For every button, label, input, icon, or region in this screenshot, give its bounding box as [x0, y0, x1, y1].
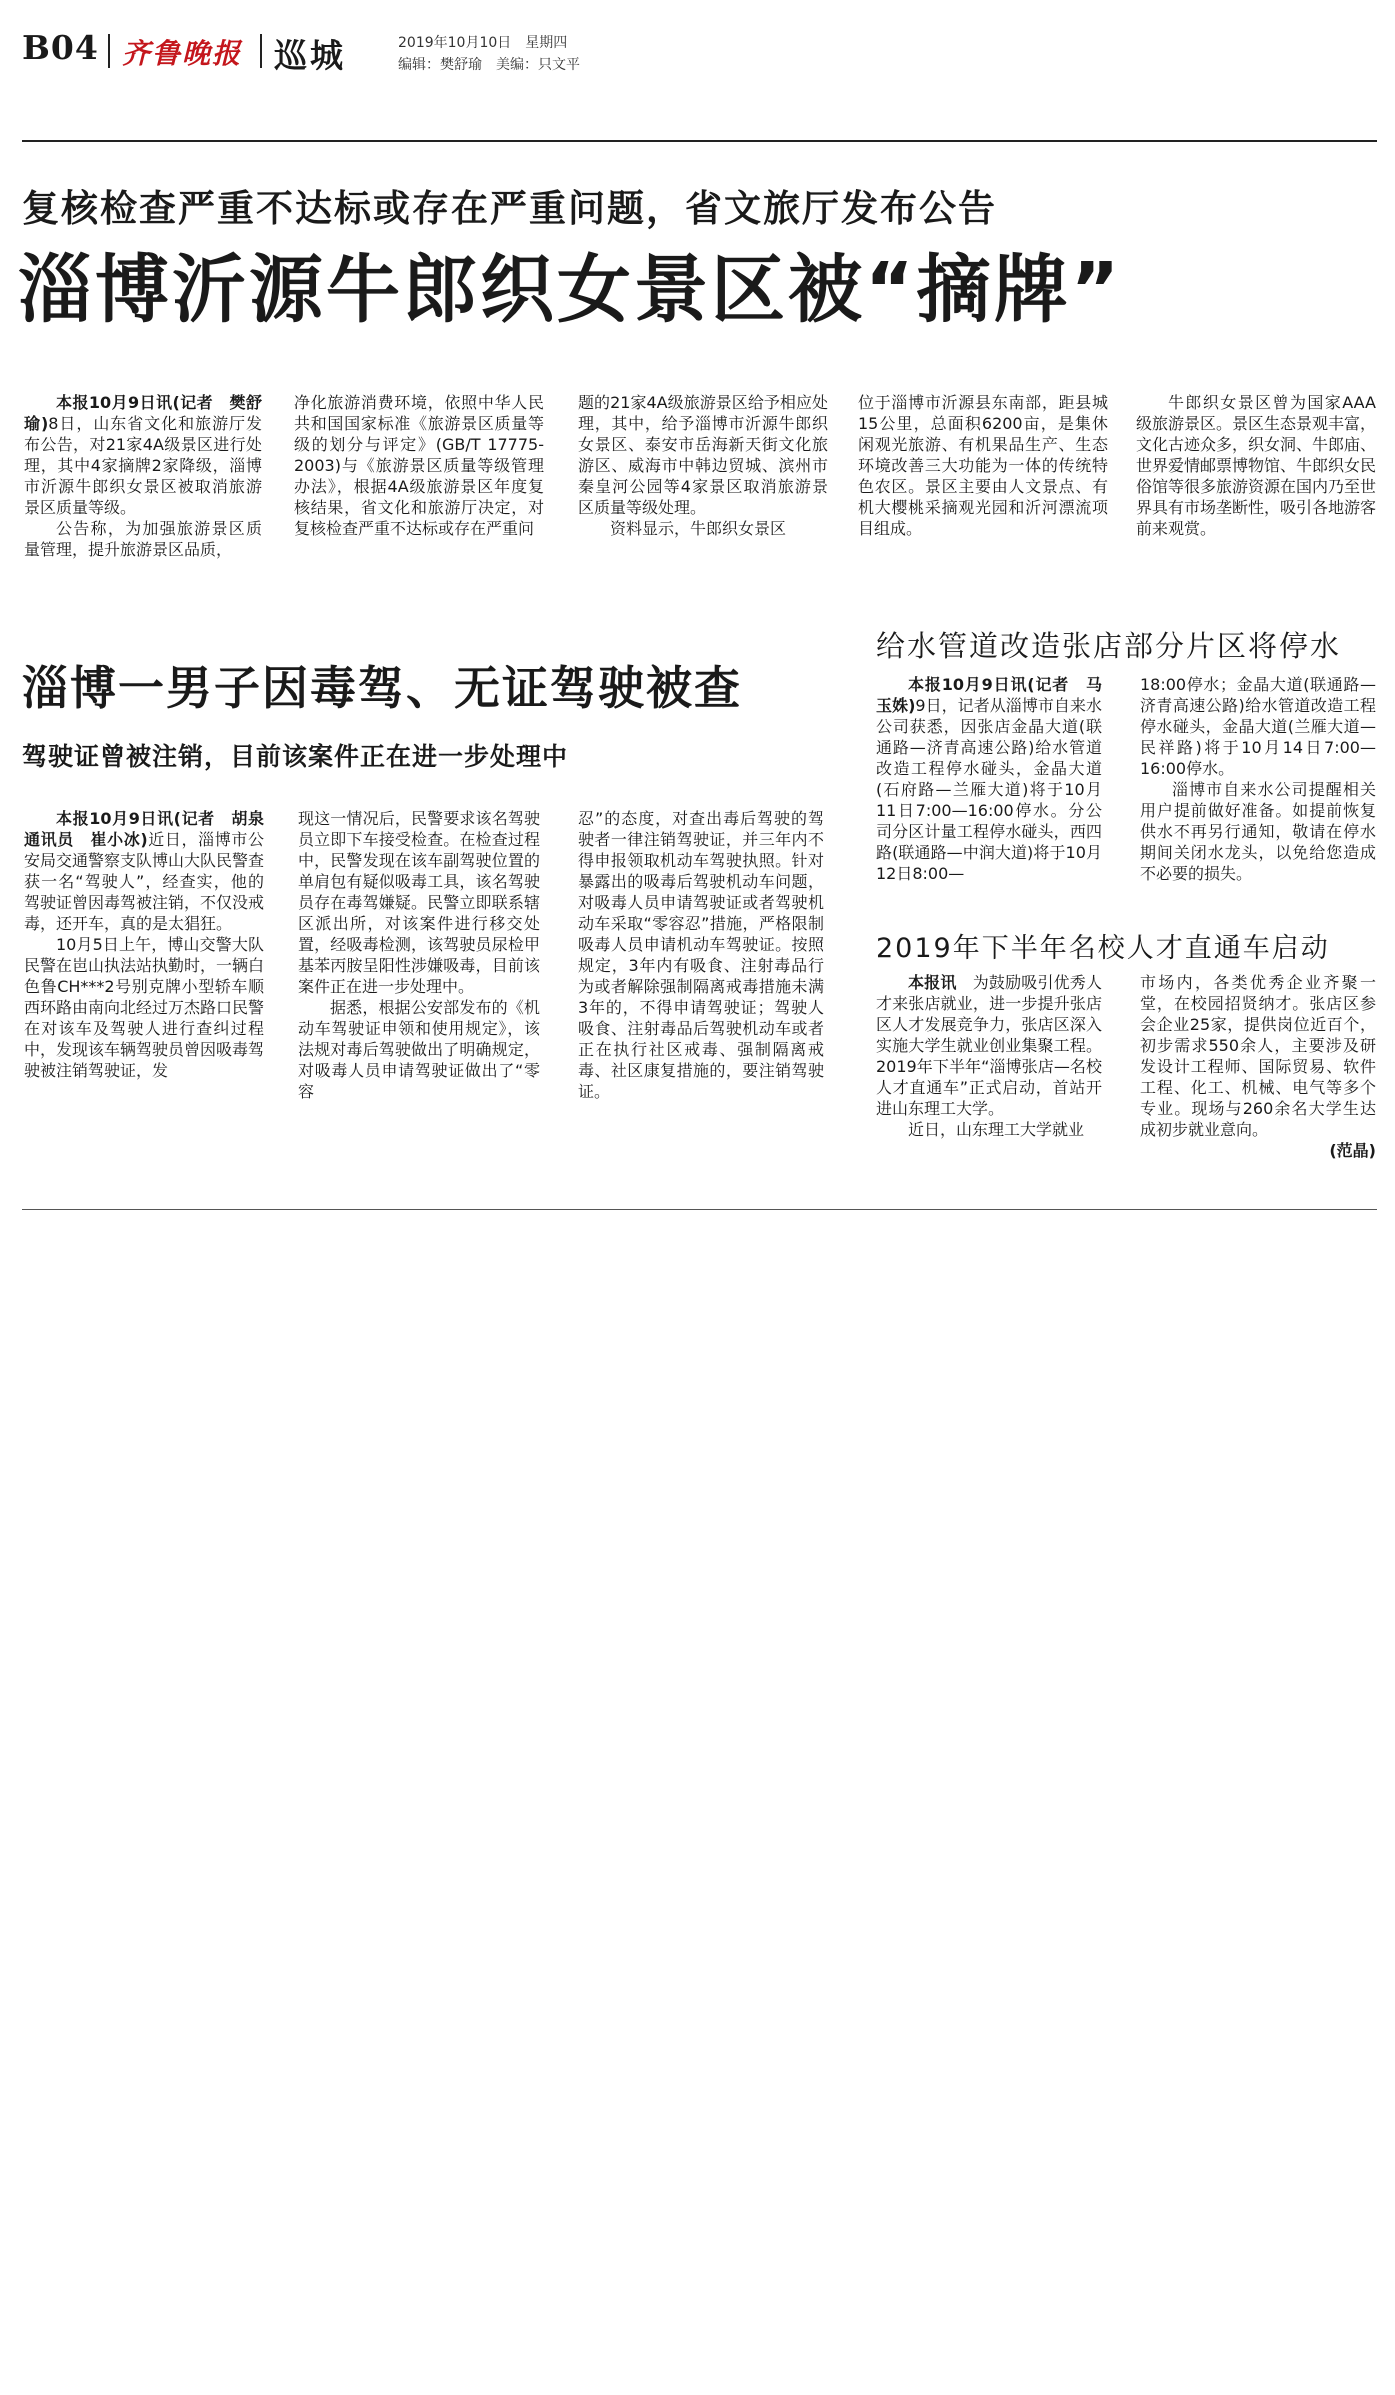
story4-column-2: [1140, 972, 1376, 1194]
story1-col3-p2: 资料显示，牛郎织女景区: [610, 519, 787, 538]
story1-col4-text: 位于淄博市沂源县东南部，距县城15公里，总面积6200亩，是集休闲观光旅游、有机果品生产、生态环境改善三大功能为一体的传统特色农区。景区主要由人文景点、有机大樱桃采摘观光园和沂河漂流项目组成。: [858, 393, 1108, 538]
page-code: B04: [22, 28, 99, 67]
story2-subhead: 驾驶证曾被注销，目前该案件正在进一步处理中: [22, 742, 569, 771]
content-bottom-rule: [22, 1209, 1377, 1210]
story4-headline: 2019年下半年名校人才直通车启动: [876, 933, 1330, 964]
story1-column-5: [1136, 392, 1376, 588]
story1-column-4: [858, 392, 1108, 588]
story2-column-2: [298, 808, 540, 1188]
story1-col2-text: 净化旅游消费环境，依照中华人民共和国国家标准《旅游景区质量等级的划分与评定》(GB/T 17775-2003)与《旅游景区质量等级管理办法》，根据4A级旅游景区年度复核结果，省文化和旅游厅决定，对复核检查严重不达标或存在严重问: [294, 393, 544, 538]
story4-col1-p2: 近日，山东理工大学就业: [908, 1120, 1085, 1139]
story2-column-3: [578, 808, 824, 1188]
story3-col1-text: 9日，记者从淄博市自来水公司获悉，因张店金晶大道(联通路—济青高速公路)给水管道改造工程停水碰头，金晶大道(石府路—兰雁大道)将于10月11日7:00—16:00停水。分公司分区计量工程停水碰头，西四路(联通路—中润大道)将于10月12日8:00—: [876, 696, 1102, 883]
story3-column-2: [1140, 674, 1376, 906]
story2-col1-p2: 10月5日上午，博山交警大队民警在岜山执法站执勤时，一辆白色鲁CH***2号别克牌小型轿车顺西环路由南向北经过万杰路口民警在对该车及驾驶人进行查纠过程中，发现该车辆驾驶员曾因吸毒驾驶被注销驾驶证，发: [24, 935, 265, 1080]
story4-col2-text: 市场内，各类优秀企业齐聚一堂，在校园招贤纳才。张店区参会企业25家，提供岗位近百个，初步需求550余人，主要涉及研发设计工程师、国际贸易、软件工程、化工、机械、电气等多个专业。现场与260余名大学生达成初步就业意向。: [1140, 973, 1376, 1139]
story1-col5-text: 牛郎织女景区曾为国家AAA级旅游景区。景区生态景观丰富，文化古迹众多，织女洞、牛郎庙、世界爱情邮票博物馆、牛郎织女民俗馆等很多旅游资源在国内乃至世界具有市场垄断性，吸引各地游客前来观赏。: [1136, 393, 1377, 538]
story2-dateline: 本报10月9日讯(记者 胡泉 通讯员 崔小冰): [24, 809, 281, 849]
credits-line: [398, 54, 594, 74]
editor-credit: 编辑：樊舒瑜: [398, 57, 482, 73]
story2-col3-text: 忍”的态度，对查出毒后驾驶的驾驶者一律注销驾驶证，并三年内不得申报领取机动车驾驶执照。针对暴露出的吸毒后驾驶机动车问题，对吸毒人员申请驾驶证或者驾驶机动车采取“零容忍”措施，严格限制吸毒人员申请机动车驾驶证。按照规定，3年内有吸食、注射毒品行为或者解除强制隔离戒毒措施未满3年的，不得申请驾驶证；驾驶人吸食、注射毒品后驾驶机动车或者正在执行社区戒毒、强制隔离戒毒、社区康复措施的，要注销驾驶证。: [578, 809, 824, 1101]
story2-col1-text: 近日，淄博市公安局交通警察支队博山大队民警查获一名“驾驶人”，经查实，他的驾驶证曾因毒驾被注销，不仅没戒毒，还开车，真的是太猖狂。: [24, 830, 265, 933]
story1-column-3: [578, 392, 828, 588]
masthead: [22, 30, 1377, 74]
issue-date-line: [398, 32, 581, 52]
story2-col2-p2: 据悉，根据公安部发布的《机动车驾驶证申领和使用规定》，该法规对毒后驾驶做出了明确规定，对吸毒人员申请驾驶证做出了“零容: [298, 998, 540, 1101]
story2-column-1: [24, 808, 281, 1188]
masthead-rule: [22, 140, 1377, 142]
story1-dateline: 本报10月9日讯(记者 樊舒瑜): [24, 393, 262, 433]
story4-signoff: (范晶): [1329, 1141, 1376, 1160]
story4-col1-text: 为鼓励吸引优秀人才来张店就业，进一步提升张店区人才发展竞争力，张店区深入实施大学生就业创业集聚工程。2019年下半年“淄博张店—名校人才直通车”正式启动，首站开进山东理工大学。: [876, 973, 1102, 1118]
story1-column-2: [294, 392, 544, 588]
issue-weekday: 星期四: [525, 35, 568, 51]
story1-headline: 淄博沂源牛郎织女景区被“摘牌”: [18, 247, 1123, 333]
issue-date: 2019年10月10日: [398, 35, 512, 51]
story4-dateline: 本报讯: [908, 973, 957, 992]
designer-credit: 美编：只文平: [496, 57, 580, 73]
story4-column-1: [876, 972, 1102, 1194]
story1-column-1: [24, 392, 262, 588]
story2-headline: 淄博一男子因毒驾、无证驾驶被查: [22, 661, 742, 715]
section-name: 巡城: [274, 36, 346, 75]
story3-column-1: [876, 674, 1102, 906]
story2-col2-text: 现这一情况后，民警要求该名驾驶员立即下车接受检查。在检查过程中，民警发现在该车副驾驶位置的单肩包有疑似吸毒工具，该名驾驶员存在毒驾嫌疑。民警立即联系辖区派出所，对该案件进行移交处置，经吸毒检测，该驾驶员尿检甲基苯丙胺呈阳性涉嫌吸毒，目前该案件正在进一步处理中。: [298, 809, 540, 996]
story1-col3-text: 题的21家4A级旅游景区给予相应处理，其中，给予淄博市沂源牛郎织女景区、泰安市岳海新天街文化旅游区、威海市中韩边贸城、滨州市秦皇河公园等4家景区取消旅游景区质量等级处理。: [578, 393, 828, 517]
masthead-divider: [108, 34, 110, 68]
story1-kicker: 复核检查严重不达标或存在严重问题，省文旅厅发布公告: [22, 187, 997, 230]
story3-dateline: 本报10月9日讯(记者 马玉姝): [876, 675, 1102, 715]
newspaper-logo: 齐鲁晚报: [122, 37, 243, 70]
story3-headline: 给水管道改造张店部分片区将停水: [876, 629, 1342, 663]
story1-col1-p2: 公告称，为加强旅游景区质量管理，提升旅游景区品质，: [24, 519, 262, 559]
story1-col1-text: 8日，山东省文化和旅游厅发布公告，对21家4A级景区进行处理，其中4家摘牌2家降级，淄博市沂源牛郎织女景区被取消旅游景区质量等级。: [24, 414, 262, 517]
masthead-divider: [260, 34, 262, 68]
story3-col2-p2: 淄博市自来水公司提醒相关用户提前做好准备。如提前恢复供水不再另行通知，敬请在停水期间关闭水龙头，以免给您造成不必要的损失。: [1140, 780, 1376, 883]
story3-col2-text: 18:00停水；金晶大道(联通路—济青高速公路)给水管道改造工程停水碰头，金晶大道(兰雁大道—民祥路)将于10月14日7:00—16:00停水。: [1140, 675, 1376, 778]
